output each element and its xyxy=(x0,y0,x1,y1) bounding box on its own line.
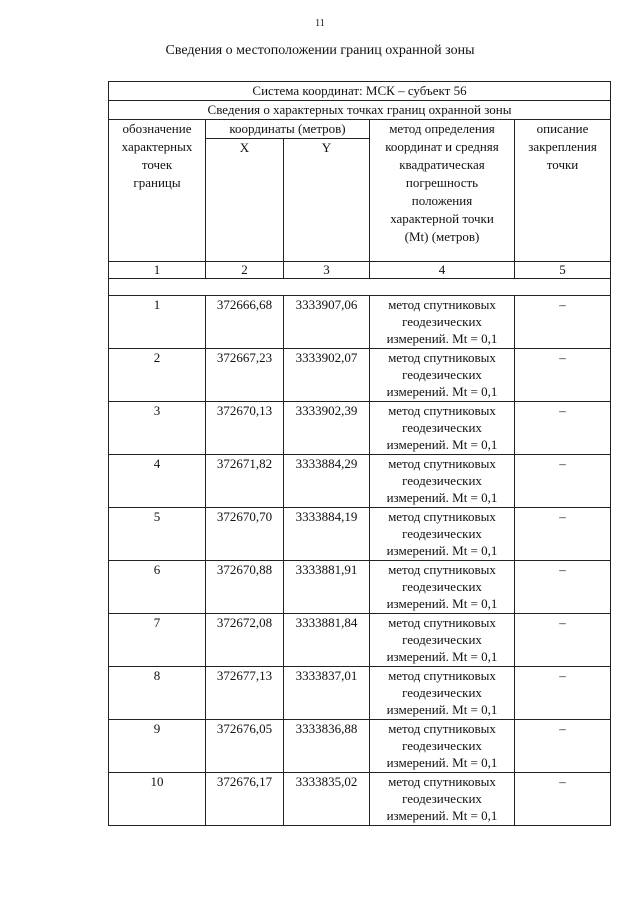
description-cell: – xyxy=(515,561,611,614)
y-coordinate-cell: 3333881,84 xyxy=(284,614,370,667)
description-cell: – xyxy=(515,455,611,508)
method-cell xyxy=(370,508,515,561)
table-row xyxy=(109,667,611,720)
table-row xyxy=(109,561,611,614)
description-cell: – xyxy=(515,349,611,402)
point-number-cell: 9 xyxy=(109,720,206,773)
header-method-line: (Mt) (метров) xyxy=(404,229,480,244)
header-designation-line: характерных xyxy=(121,139,193,154)
x-coordinate-cell: 372670,88 xyxy=(206,561,284,614)
description-cell: – xyxy=(515,667,611,720)
column-number: 2 xyxy=(206,262,284,279)
method-line: метод спутниковых xyxy=(388,668,496,683)
point-number-cell: 6 xyxy=(109,561,206,614)
y-coordinate-cell: 3333884,19 xyxy=(284,508,370,561)
header-coordinates: координаты (метров) xyxy=(206,120,370,139)
point-number-cell: 3 xyxy=(109,402,206,455)
method-line: метод спутниковых xyxy=(388,297,496,312)
method-cell xyxy=(370,773,515,826)
column-number: 4 xyxy=(370,262,515,279)
header-y: Y xyxy=(284,139,370,262)
y-coordinate-cell: 3333902,39 xyxy=(284,402,370,455)
y-coordinate-cell: 3333907,06 xyxy=(284,296,370,349)
method-cell xyxy=(370,561,515,614)
column-number: 3 xyxy=(284,262,370,279)
point-number-cell: 8 xyxy=(109,667,206,720)
x-coordinate-cell: 372667,23 xyxy=(206,349,284,402)
y-coordinate-cell: 3333837,01 xyxy=(284,667,370,720)
method-line: геодезических xyxy=(402,791,482,806)
x-coordinate-cell: 372677,13 xyxy=(206,667,284,720)
header-designation xyxy=(109,120,206,262)
method-cell xyxy=(370,455,515,508)
method-line: измерений. Mt = 0,1 xyxy=(386,437,498,452)
header-method-line: координат и средняя xyxy=(385,139,499,154)
method-line: метод спутниковых xyxy=(388,403,496,418)
table-row xyxy=(109,508,611,561)
page-number: 11 xyxy=(315,18,325,29)
boundary-points-table xyxy=(108,81,611,826)
y-coordinate-cell: 3333835,02 xyxy=(284,773,370,826)
x-coordinate-cell: 372671,82 xyxy=(206,455,284,508)
method-line: метод спутниковых xyxy=(388,562,496,577)
method-line: измерений. Mt = 0,1 xyxy=(386,649,498,664)
table-row xyxy=(109,614,611,667)
point-number-cell: 4 xyxy=(109,455,206,508)
header-method-line: характерной точки xyxy=(390,211,494,226)
method-line: геодезических xyxy=(402,685,482,700)
method-line: метод спутниковых xyxy=(388,721,496,736)
method-line: метод спутниковых xyxy=(388,509,496,524)
header-designation-line: обозначение xyxy=(122,121,192,136)
x-coordinate-cell: 372676,05 xyxy=(206,720,284,773)
spacer-row xyxy=(109,279,611,296)
method-line: измерений. Mt = 0,1 xyxy=(386,331,498,346)
method-line: метод спутниковых xyxy=(388,350,496,365)
method-line: измерений. Mt = 0,1 xyxy=(386,702,498,717)
description-cell: – xyxy=(515,773,611,826)
method-line: метод спутниковых xyxy=(388,774,496,789)
description-cell: – xyxy=(515,720,611,773)
header-description-line: точки xyxy=(546,157,579,172)
column-number: 1 xyxy=(109,262,206,279)
method-line: геодезических xyxy=(402,579,482,594)
y-coordinate-cell: 3333881,91 xyxy=(284,561,370,614)
x-coordinate-cell: 372670,13 xyxy=(206,402,284,455)
description-cell: – xyxy=(515,296,611,349)
table-row xyxy=(109,773,611,826)
table-row xyxy=(109,349,611,402)
method-line: измерений. Mt = 0,1 xyxy=(386,808,498,823)
method-line: метод спутниковых xyxy=(388,456,496,471)
method-line: геодезических xyxy=(402,314,482,329)
description-cell: – xyxy=(515,402,611,455)
x-coordinate-cell: 372676,17 xyxy=(206,773,284,826)
header-description xyxy=(515,120,611,262)
x-coordinate-cell: 372666,68 xyxy=(206,296,284,349)
method-line: геодезических xyxy=(402,420,482,435)
y-coordinate-cell: 3333902,07 xyxy=(284,349,370,402)
y-coordinate-cell: 3333836,88 xyxy=(284,720,370,773)
description-cell: – xyxy=(515,508,611,561)
point-number-cell: 7 xyxy=(109,614,206,667)
header-description-line: описание xyxy=(536,121,589,136)
method-cell xyxy=(370,614,515,667)
coordinate-system-row: Система координат: МСК – субъект 56 xyxy=(109,82,611,101)
header-description-line: закрепления xyxy=(528,139,597,154)
point-number-cell: 1 xyxy=(109,296,206,349)
method-line: измерений. Mt = 0,1 xyxy=(386,596,498,611)
method-line: измерений. Mt = 0,1 xyxy=(386,543,498,558)
method-line: измерений. Mt = 0,1 xyxy=(386,490,498,505)
table-row xyxy=(109,402,611,455)
method-cell xyxy=(370,349,515,402)
header-method-line: квадратическая xyxy=(399,157,485,172)
table-row xyxy=(109,720,611,773)
point-number-cell: 10 xyxy=(109,773,206,826)
header-method-line: погрешность xyxy=(405,175,479,190)
point-number-cell: 5 xyxy=(109,508,206,561)
section-title-row: Сведения о характерных точках границ охранной зоны xyxy=(109,101,611,120)
header-method-line: положения xyxy=(411,193,473,208)
method-line: геодезических xyxy=(402,526,482,541)
method-cell xyxy=(370,667,515,720)
header-designation-line: точек xyxy=(141,157,173,172)
x-coordinate-cell: 372670,70 xyxy=(206,508,284,561)
method-line: геодезических xyxy=(402,632,482,647)
method-cell xyxy=(370,402,515,455)
method-cell xyxy=(370,720,515,773)
column-number: 5 xyxy=(515,262,611,279)
method-line: метод спутниковых xyxy=(388,615,496,630)
method-line: геодезических xyxy=(402,367,482,382)
table-row xyxy=(109,296,611,349)
method-line: геодезических xyxy=(402,738,482,753)
method-cell xyxy=(370,296,515,349)
header-method-line: метод определения xyxy=(389,121,495,136)
description-cell: – xyxy=(515,614,611,667)
header-designation-line: границы xyxy=(133,175,181,190)
table-row xyxy=(109,455,611,508)
document-title: Сведения о местоположении границ охранной зоны xyxy=(165,43,475,58)
y-coordinate-cell: 3333884,29 xyxy=(284,455,370,508)
method-line: геодезических xyxy=(402,473,482,488)
method-line: измерений. Mt = 0,1 xyxy=(386,384,498,399)
point-number-cell: 2 xyxy=(109,349,206,402)
header-method xyxy=(370,120,515,262)
x-coordinate-cell: 372672,08 xyxy=(206,614,284,667)
header-x: X xyxy=(206,139,284,262)
method-line: измерений. Mt = 0,1 xyxy=(386,755,498,770)
